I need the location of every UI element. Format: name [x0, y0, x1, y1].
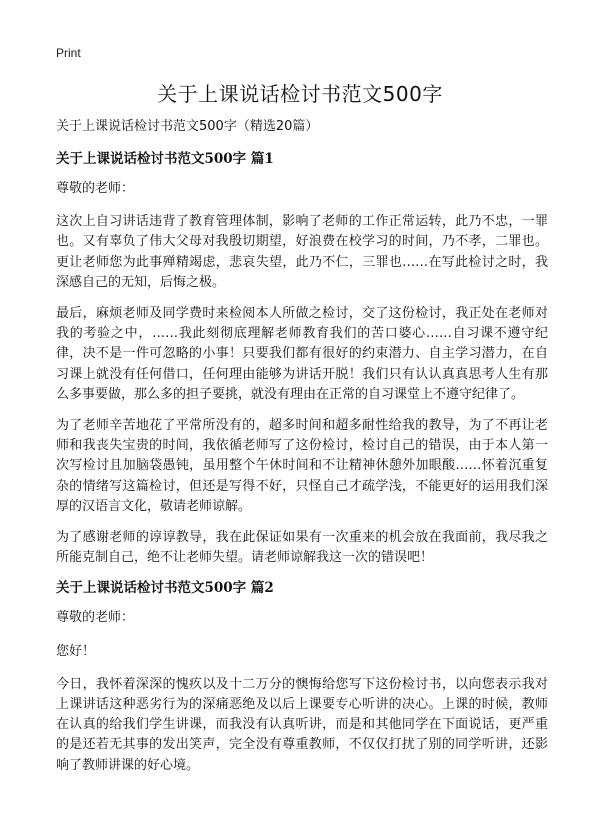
paragraph: 今日，我怀着深深的愧疚以及十二万分的懊悔给您写下这份检讨书，以向您表示我对上课讲话这种恶劣行为的深痛恶绝及以后上课要专心听讲的决心。上课的时候，教师在认真的给我们学生讲课，而我没有认真听讲，而是和其他同学在下面说话，更严重的是还若无其事的发出笑声，完全没有尊重教师，不仅仅打扰了别的同学听讲，还影响了教师讲课的好心境。 [56, 676, 548, 773]
section-heading-2: 关于上课说话检讨书范文500字 篇2 [56, 580, 274, 597]
greeting: 您好！ [56, 643, 96, 659]
paragraph: 为了感谢老师的谆谆教导，我在此保证如果有一次重来的机会放在我面前，我尽我之所能克制自己，绝不让老师失望。请老师谅解我这一次的错误吧！ [56, 530, 548, 566]
salutation-1: 尊敬的老师： [56, 181, 135, 196]
paragraph: 最后，麻烦老师及同学费时来检阅本人所做之检讨，交了这份检讨，我正处在老师对我的考验之中，……我此刻彻底理解老师教育我们的苦口婆心……自习课不遵守纪律，决不是一件可忽略的小事！只要我们都有很好的约束潜力、自主学习潜力，在自习课上就没有任何借口，任何理由能够为讲话开脱！我们只有认认真真思考人生有那么多事要做，那么多的担子要挑，就没有理由在正常的自习课堂上不遵守纪律了。 [56, 306, 548, 402]
print-link[interactable]: Print [56, 46, 81, 60]
document-subtitle: 关于上课说话检讨书范文500字（精选20篇） [56, 119, 319, 134]
salutation-2: 尊敬的老师： [56, 610, 135, 626]
page-title: 关于上课说话检讨书范文500字 [157, 82, 443, 106]
section-heading-1: 关于上课说话检讨书范文500字 篇1 [56, 151, 274, 167]
document-body [56, 118, 548, 787]
paragraph: 这次上自习讲话违背了教育管理体制，影响了老师的工作正常运转，此乃不忠，一罪也。又有辜负了伟大父母对我殷切期望，好浪费在校学习的时间，乃不孝，二罪也。更让老师您为此事殚精竭虑，悲哀失望，此乃不仁，三罪也……在写此检讨之时，我深感自己的无知，后悔之极。 [56, 214, 548, 290]
paragraph: 为了老师辛苦地花了平常所没有的，超多时间和超多耐性给我的教导，为了不再让老师和我丧失宝贵的时间，我依循老师写了这份检讨，检讨自己的错误，由于本人第一次写检讨且加脑袋愚钝，虽用整个午休时间和不让精神休憩外加眼酸……怀着沉重复杂的情绪写这篇检讨，但还是写得不好，只怪自己才疏学浅，不能更好的运用我们深厚的汉语言文化，敬请老师谅解。 [56, 418, 548, 514]
